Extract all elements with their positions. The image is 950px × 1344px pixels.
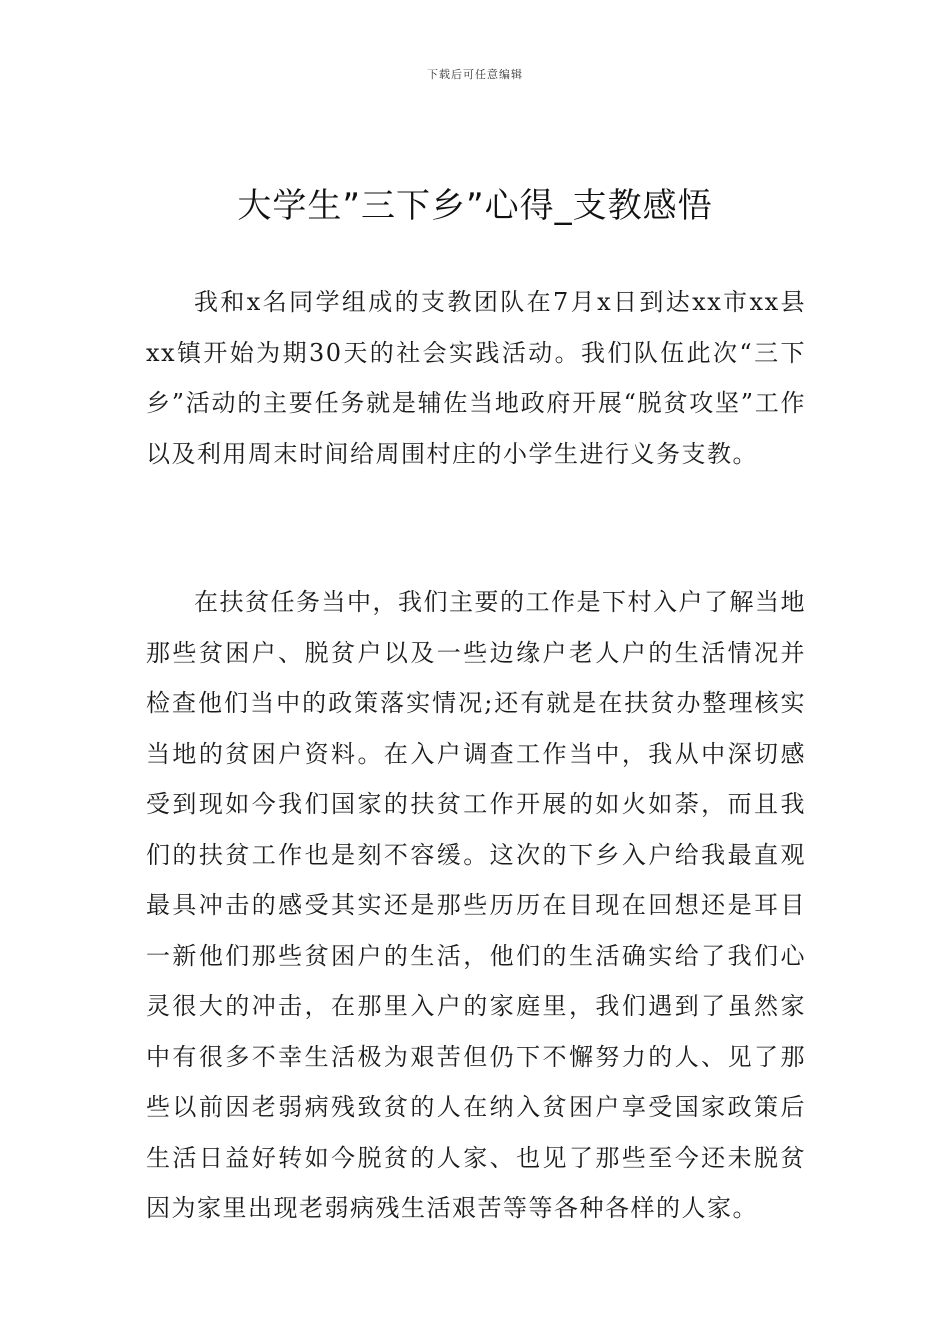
paragraph-1: 我和x名同学组成的支教团队在7月x日到达xx市xx县xx镇开始为期30天的社会实践活动。我们队伍此次“三下乡”活动的主要任务就是辅佐当地政府开展“脱贫攻坚”工作以及利用周末时间给周围村庄的小学生进行义务支教。 [146,288,806,468]
header-note: 下载后可任意编辑 [427,68,523,81]
paragraph-2: 在扶贫任务当中，我们主要的工作是下村入户了解当地那些贫困户、脱贫户以及一些边缘户老人户的生活情况并检查他们当中的政策落实情况;还有就是在扶贫办整理核实当地的贫困户资料。在入户调查工作当中，我从中深切感受到现如今我们国家的扶贫工作开展的如火如荼，而且我们的扶贫工作也是刻不容缓。这次的下乡入户给我最直观最具冲击的感受其实还是那些历历在目现在回想还是耳目一新他们那些贫困户的生活，他们的生活确实给了我们心灵很大的冲击，在那里入户的家庭里，我们遇到了虽然家中有很多不幸生活极为艰苦但仍下不懈努力的人、见了那些以前因老弱病残致贫的人在纳入贫困户享受国家政策后生活日益好转如今脱贫的人家、也见了那些至今还未脱贫因为家里出现老弱病残生活艰苦等等各种各样的人家。 [146,588,806,1222]
document-title: 大学生”三下乡”心得_支教感悟 [237,186,713,226]
